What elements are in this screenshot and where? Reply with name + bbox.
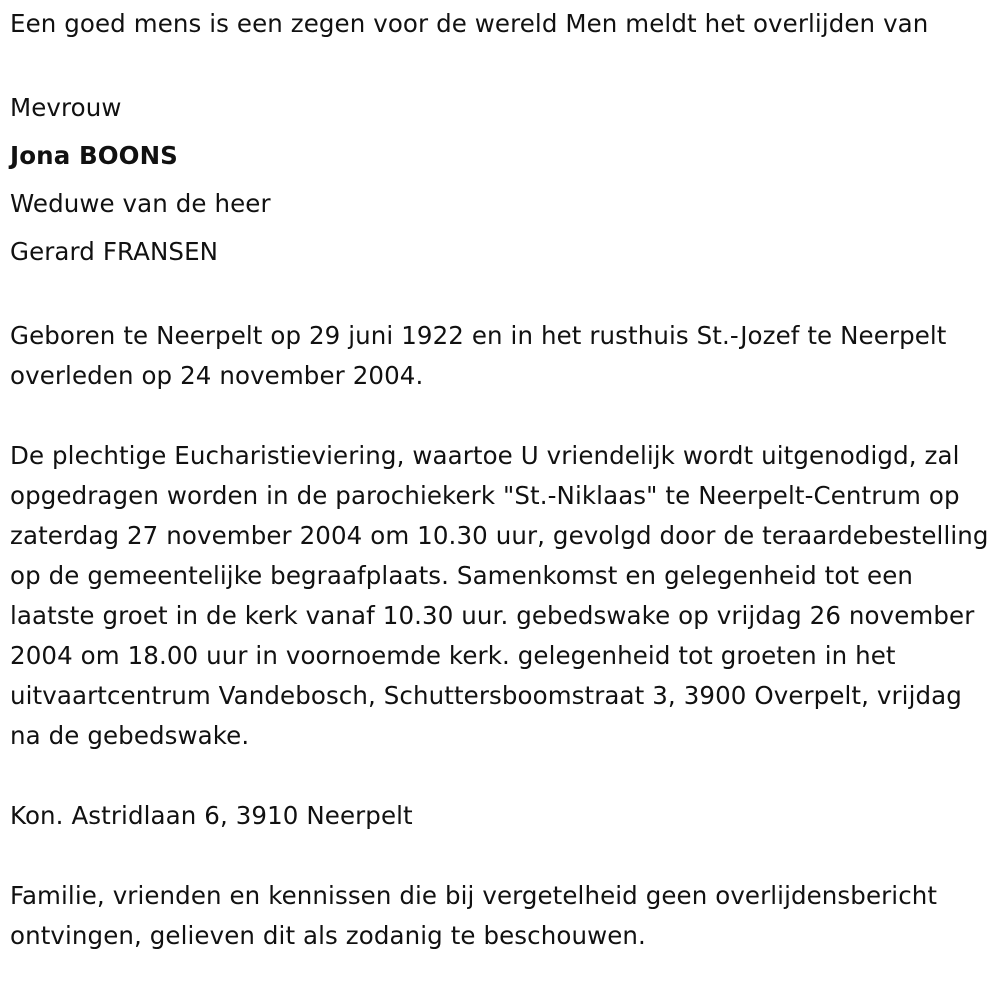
spacer [10,836,995,876]
obituary-notice [10,0,995,956]
intro-text: Een goed mens is een zegen voor de wereld Men meldt het overlijden van [10,9,929,38]
birth-death-text: Geboren te Neerpelt op 29 juni 1922 en in het rusthuis St.-Jozef te Neerpelt overleden op 24 november 2004. [10,321,947,390]
closing-text: Familie, vrienden en kennissen die bij vergetelheid geen overlijdensbericht ontvingen, gelieven dit als zodanig te beschouwen. [10,881,938,950]
spacer [10,276,995,316]
name-block [10,84,995,276]
honorific: Mevrouw [10,93,122,122]
address-text: Kon. Astridlaan 6, 3910 Neerpelt [10,801,413,830]
relation-text: Weduwe van de heer [10,189,271,218]
service-details: De plechtige Eucharistieviering, waartoe U vriendelijk wordt uitgenodigd, zal opgedragen worden in de parochiekerk "St.-Niklaas" te Neerpelt-Centrum op zaterdag 27 november 2004 om 10.30 uur, gevolgd door de teraardebestelling op de gemeentelijke begraafplaats. Samenkomst en gelegenheid tot een laatste groet in de kerk vanaf 10.30 uur. gebedswake op vrijdag 26 november 2004 om 18.00 uur in voornoemde kerk. gelegenheid tot groeten in het uitvaartcentrum Vandebosch, Schuttersboomstraat 3, 3900 Overpelt, vrijdag na de gebedswake. [10,441,989,750]
deceased-name: Jona BOONS [10,141,178,170]
spouse-name: Gerard FRANSEN [10,237,219,266]
spacer [10,44,995,84]
spacer [10,756,995,796]
spacer [10,396,995,436]
